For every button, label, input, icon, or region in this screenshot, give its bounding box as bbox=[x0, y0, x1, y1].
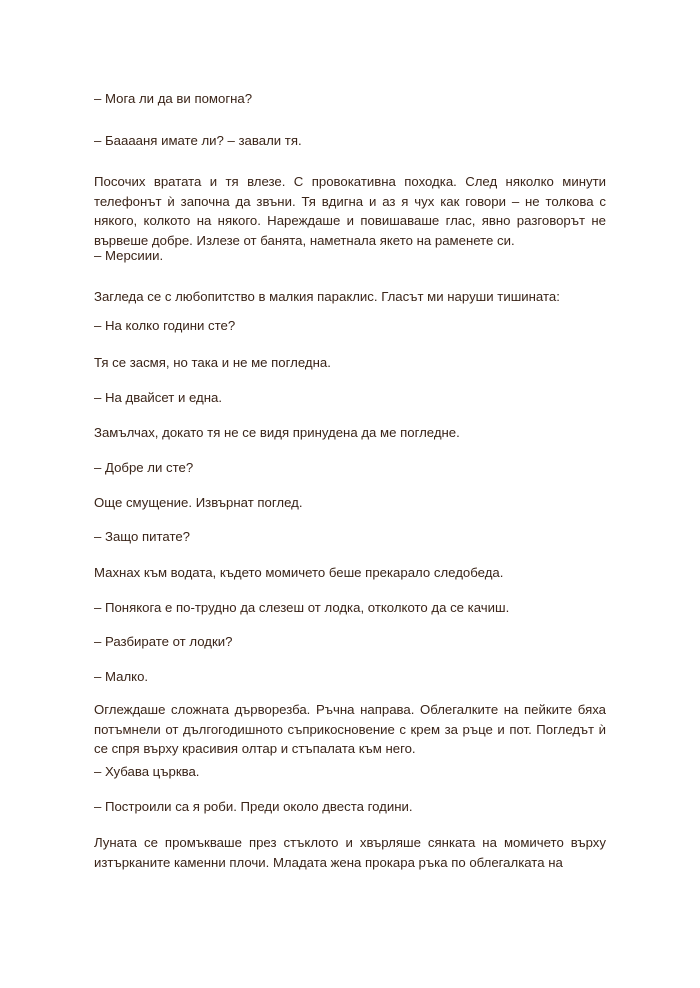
paragraph-15: – Разбирате от лодки? bbox=[94, 634, 233, 649]
paragraph-9: Замълчах, докато тя не се видя принудена да ме погледне. bbox=[94, 425, 460, 440]
paragraph-16: – Малко. bbox=[94, 669, 149, 684]
paragraph-19: – Построили са я роби. Преди около двеста години. bbox=[94, 799, 413, 814]
paragraph-18: – Хубава църква. bbox=[94, 764, 200, 779]
paragraph-14: – Понякога е по-трудно да слезеш от лодка, отколкото да се качиш. bbox=[94, 600, 510, 615]
paragraph-3: Посочих вратата и тя влезе. С провокативна походка. След няколко минути телефонът ѝ започна да звъни. Тя вдигна и аз я чух как говори – не толкова с някого, колкото на някого. Нареждаше и повишаваше глас, явно разговорът не вървеше добре. Излезе от банята, наметнала якето на раменете си. bbox=[94, 174, 606, 248]
paragraph-17: Оглеждаше сложната дърворезба. Ръчна направа. Облегалките на пейките бяха потъмнели от дългогодишното съприкосновение с крем за ръце и пот. Погледът ѝ се спря върху красивия олтар и стъпалата към него. bbox=[94, 702, 606, 756]
paragraph-6: – На колко години сте? bbox=[94, 318, 236, 333]
paragraph-13: Махнах към водата, където момичето беше прекарало следобеда. bbox=[94, 565, 504, 580]
paragraph-5: Загледа се с любопитство в малкия параклис. Гласът ми наруши тишината: bbox=[94, 289, 560, 304]
paragraph-11: Още смущение. Извърнат поглед. bbox=[94, 495, 303, 510]
paragraph-7: Тя се засмя, но така и не ме погледна. bbox=[94, 355, 331, 370]
paragraph-8: – На двайсет и една. bbox=[94, 390, 223, 405]
paragraph-10: – Добре ли сте? bbox=[94, 460, 194, 475]
paragraph-2: – Бааааня имате ли? – завали тя. bbox=[94, 133, 302, 148]
paragraph-4: – Мерсиии. bbox=[94, 248, 164, 263]
paragraph-20: Луната се промъкваше през стъклото и хвърляше сянката на момичето върху изтърканите каменни плочи. Младата жена прокара ръка по облегалката на bbox=[94, 835, 606, 870]
paragraph-1: – Мога ли да ви помогна? bbox=[94, 91, 253, 106]
paragraph-12: – Защо питате? bbox=[94, 529, 191, 544]
